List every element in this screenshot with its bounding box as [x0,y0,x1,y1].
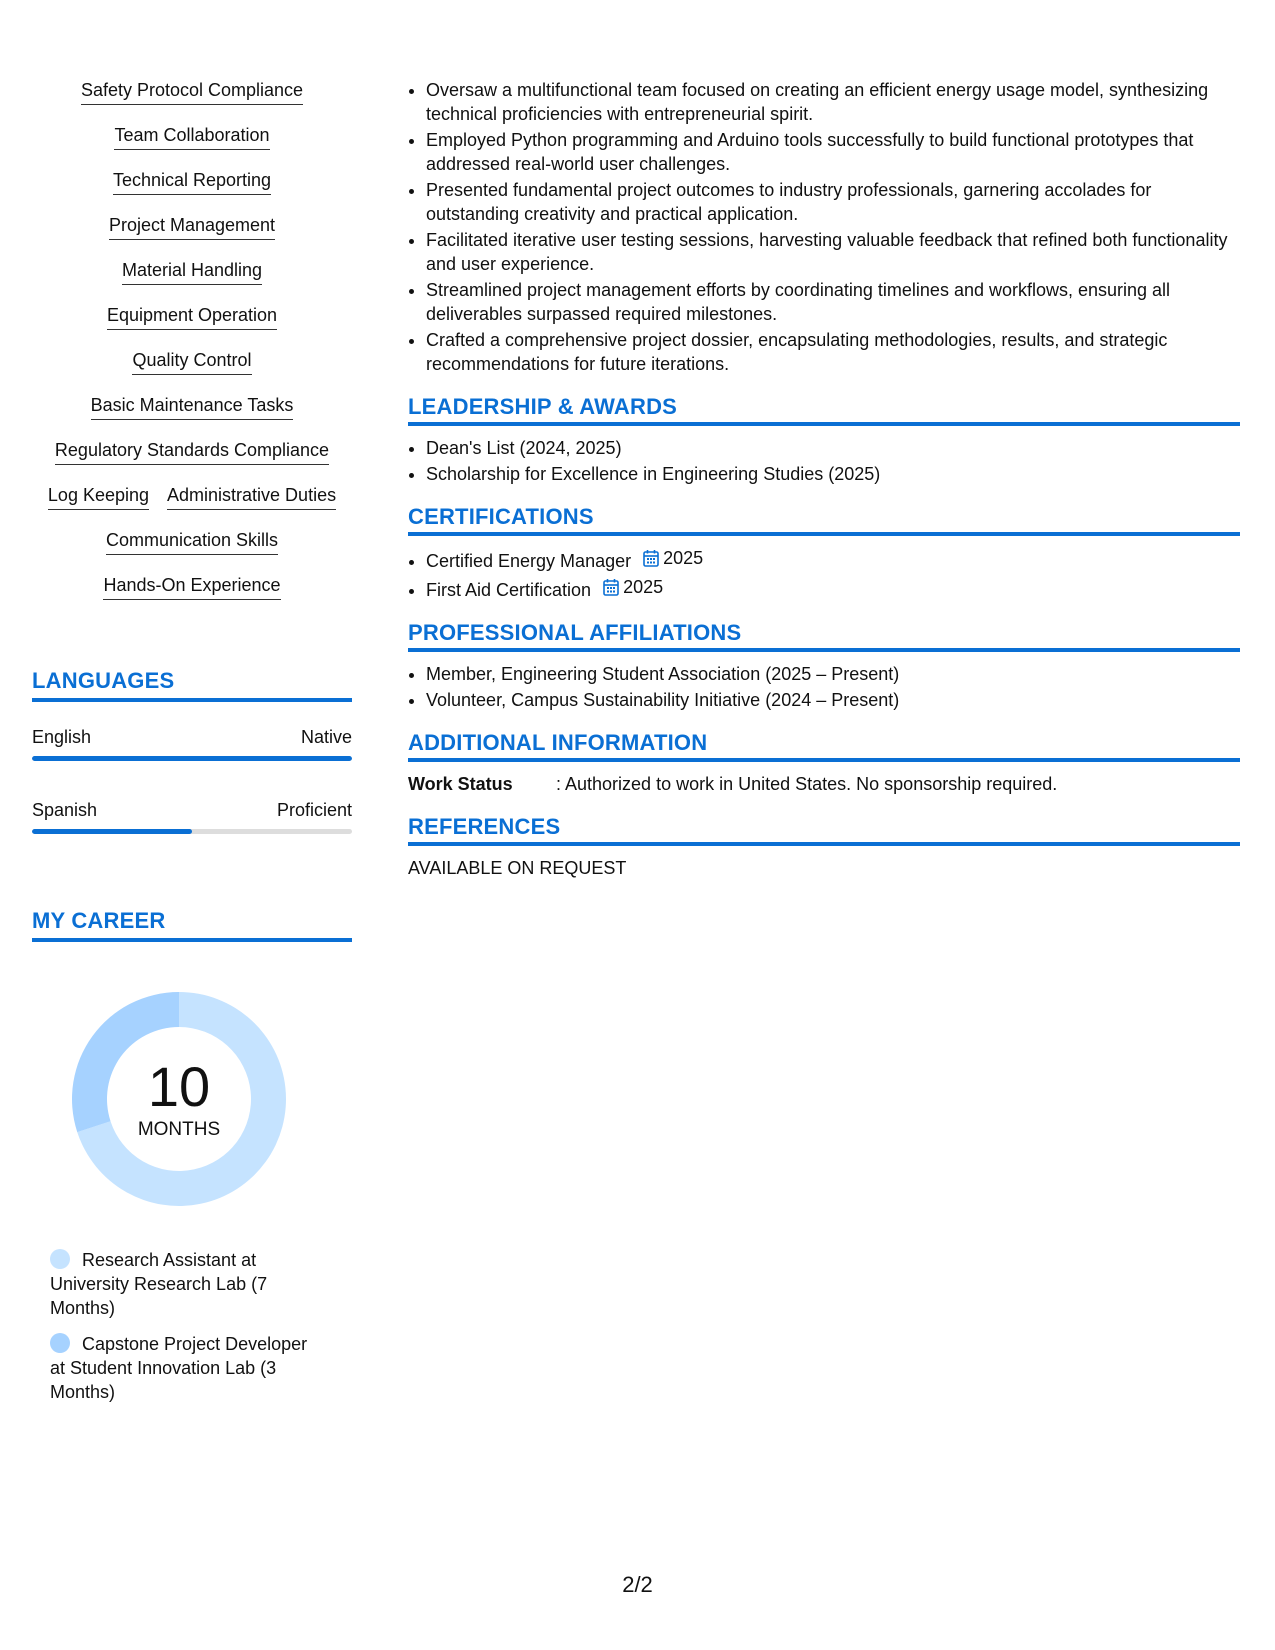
certification-date [603,575,663,599]
skill-row [114,123,269,168]
skill-item: Equipment Operation [107,303,277,330]
affiliation-item: • Member, Engineering Student Association (2025 – Present) [426,662,1240,686]
project-bullet: • Facilitated iterative user testing sessions, harvesting valuable feedback that refined both functionality and user experience. [426,228,1240,276]
skill-row [113,168,271,213]
career-total-unit: MONTHS [137,1119,221,1140]
award-item: • Scholarship for Excellence in Engineering Studies (2025) [426,462,1240,486]
project-bullet: • Employed Python programming and Arduino tools successfully to build functional prototypes that addressed real-world user challenges. [426,128,1240,176]
skill-item: Regulatory Standards Compliance [55,438,329,465]
legend-item [50,1248,320,1320]
affiliations-list [408,662,1240,712]
language-row [32,799,352,821]
skill-row [48,483,336,528]
skill-item: Material Handling [122,258,262,285]
skills-list [32,78,352,618]
skill-item: Technical Reporting [113,168,271,195]
career-donut-chart [64,984,294,1214]
certification-year: 2025 [663,548,704,568]
language-name: Spanish [32,800,98,820]
work-status-row [408,772,1240,796]
skill-row [107,303,277,348]
career-section [32,908,352,1404]
career-heading: MY CAREER [32,908,352,942]
calendar-icon [603,578,619,596]
affiliations-heading: PROFESSIONAL AFFILIATIONS [408,620,1240,652]
language-level: Native [300,727,352,747]
skill-item: Team Collaboration [114,123,269,150]
affiliation-item: • Volunteer, Campus Sustainability Initiative (2024 – Present) [426,688,1240,712]
skill-row [55,438,329,483]
skill-item: Safety Protocol Compliance [81,78,303,105]
page-number: 2/2 [622,1572,653,1597]
additional-info-heading: ADDITIONAL INFORMATION [408,730,1240,762]
sidebar [32,78,352,1416]
language-bar-fill [32,756,352,761]
work-status-label: Work Status [408,774,513,794]
certification-name: Certified Energy Manager [426,551,632,571]
leadership-heading: LEADERSHIP & AWARDS [408,394,1240,426]
skill-row [81,78,303,123]
career-legend [50,1248,320,1404]
references-heading: REFERENCES [408,814,1240,846]
legend-swatch [50,1249,70,1269]
skill-item: Communication Skills [106,528,278,555]
award-item: • Dean's List (2024, 2025) [426,436,1240,460]
certification-item [426,575,1240,602]
skill-item: Project Management [109,213,275,240]
project-bullet: • Streamlined project management efforts by coordinating timelines and workflows, ensuring all deliverables surpassed required milestones. [426,278,1240,326]
certifications-list [408,546,1240,602]
skill-item: Basic Maintenance Tasks [91,393,294,420]
donut-center [64,984,294,1214]
project-bullets [408,78,1240,376]
legend-label: Research Assistant at University Research Lab (7 Months) [50,1250,268,1318]
certification-year: 2025 [623,577,664,597]
skill-item: Administrative Duties [167,483,336,510]
skill-item: Hands-On Experience [103,573,280,600]
languages-section [32,668,352,834]
language-item [32,726,352,761]
language-level: Proficient [276,800,352,820]
calendar-icon [643,549,659,567]
skill-item: Quality Control [132,348,251,375]
work-status-value: : Authorized to work in United States. No sponsorship required. [556,774,1058,794]
legend-item [50,1332,320,1404]
language-row [32,726,352,748]
skill-row [109,213,275,258]
references-text: AVAILABLE ON REQUEST [408,858,627,878]
main-content [408,78,1240,880]
legend-swatch [50,1333,70,1353]
skill-row [106,528,278,573]
certification-name: First Aid Certification [426,580,592,600]
project-bullet: • Crafted a comprehensive project dossier, encapsulating methodologies, results, and strategic recommendations for future iterations. [426,328,1240,376]
career-total-number: 10 [147,1055,211,1118]
language-bar-fill [32,829,192,834]
leadership-list [408,436,1240,486]
languages-heading: LANGUAGES [32,668,352,702]
project-bullet: • Oversaw a multifunctional team focused on creating an efficient energy usage model, synthesizing technical proficiencies with entrepreneurial spirit. [426,78,1240,126]
language-item [32,799,352,834]
project-bullet: • Presented fundamental project outcomes to industry professionals, garnering accolades for outstanding creativity and practical application. [426,178,1240,226]
skill-row [91,393,294,438]
skill-item: Log Keeping [48,483,149,510]
language-bar [32,756,352,761]
skill-row [122,258,262,303]
language-name: English [32,727,92,747]
certification-item [426,546,1240,573]
certifications-heading: CERTIFICATIONS [408,504,1240,536]
certification-date [643,546,703,570]
legend-label: Capstone Project Developer at Student Innovation Lab (3 Months) [50,1334,308,1402]
skill-row [103,573,280,618]
skill-row [132,348,251,393]
language-bar [32,829,352,834]
